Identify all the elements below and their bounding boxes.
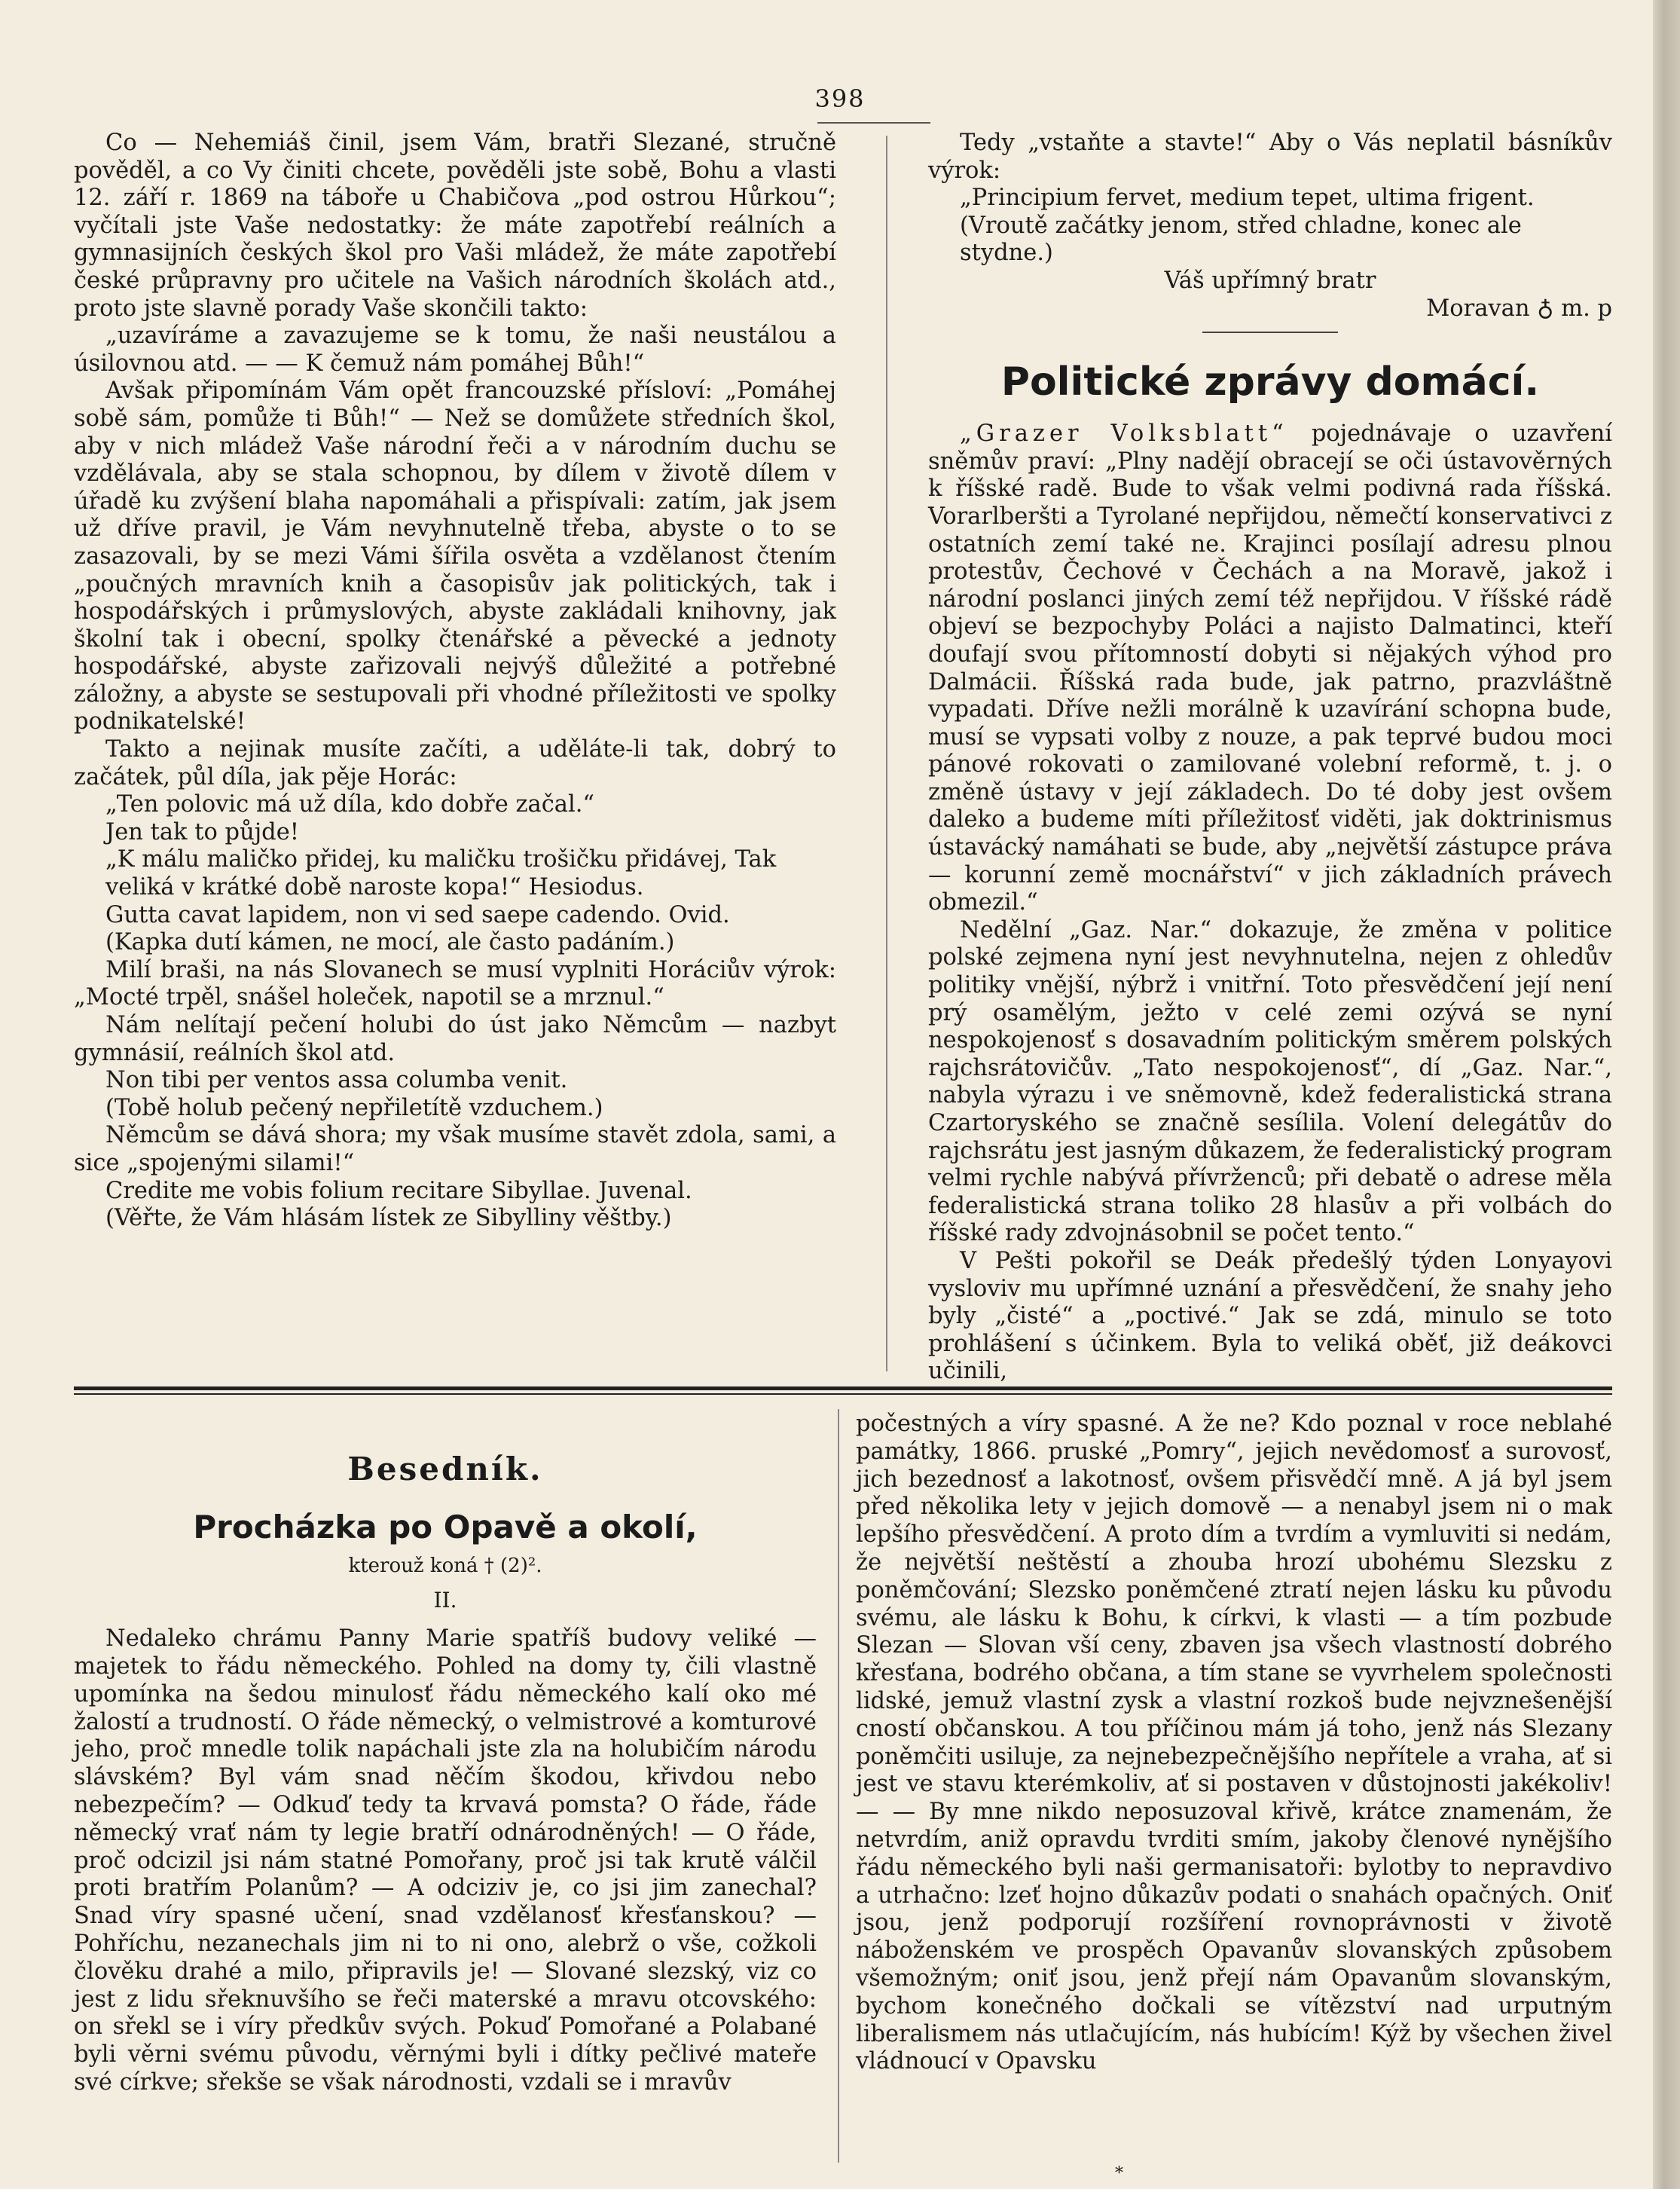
feuilleton-right-column	[856, 1411, 1612, 2076]
news-paragraph-2: Nedělní „Gaz. Nar.“ dokazuje, že změna v politice polské zejmena nyní jest nevyhnutelna, nejen z ohledův politiky vnější, nýbrž i vnitřní. Toto přesvědčení její není prý osamělým, ježto v celé zemi ozývá se nyní nespokojenosť s dosavadním politickým směrem polských rajchsrátovičův. „Tato nespokojenosť“, dí „Gaz. Nar.“, nabyla výrazu i ve sněmovně, kdež federalistická strana Czartoryského se značně sesílila. Volení delegátův do rajchsrátu jest jasným důkazem, že federalistický program velmi rychle nabývá přívrženců; při debatě o adrese měla federalistická strana toliko 28 hlasův a při volbách do říšské rady zdvojnásobnil se počet tento.“	[928, 916, 1612, 1247]
feuilleton-left-column	[74, 1411, 817, 2097]
feuilleton-paragraph-2: počestných a víry spasné. A že ne? Kdo poznal v roce neblahé památky, 1866. pruské „Pomry“, jejich nevědomosť a surovosť, jich bezednosť a lakotnosť, ovšem přisvědčí mně. A já byl jsem před několika lety v jejich domově — a nenabyl jsem ni o mak lepšího přesvědčení. A proto dím a tvrdím a vymluviti si nedám, že největší neštěstí a zhouba hrozí ubohému Slezsku z poněmčování; Slezsko poněmčené ztratí nejen lásku ku původu svému, ale lásku k Bohu, k církvi, k vlasti — a tím pozbude Slezan — Slovan vší ceny, zbaven jsa všech vlastností dobrého křesťana, bodrého občana, a tím stane se vyvrhelem společnosti lidské, jemuž vlastní zysk a vlastní rozkoš bude nejvznešenější cností občanskou. A tou příčinou mám já toho, jenž nás Slezany poněmčiti usiluje, za nejnebezpečnějšího nepřítele a vraha, ať si jest ve stavu kterémkoliv, ať si postaven v důstojnosti jakékoliv! — — By mne nikdo neposuzoval křivě, krátce znamenám, že netvrdím, aniž opravdu tvrditi smím, jakoby členové nynějšího řádu německého byli naši germanisatoři: bylotby to nepravdivo a utrhačno: lzeť hojno důkazův podati o snahách opačných. Oniť jsou, jenž podporují rozšíření rovnoprávnosti v životě náboženském ve prospěch Opavanův slovanských způsobem všemožným; oniť jsou, jenž přejí nám Opavanům slovanským, bychom konečného dočkali se vítězství nad urputným liberalismem nás utlačujícím, nás hubícím! Kýž by všechen živel vládnoucí v Opavsku	[856, 1411, 1612, 2075]
page-number: 398	[814, 84, 866, 113]
article-title: Procházka po Opavě a okolí,	[193, 1508, 698, 1545]
feuilleton-column-divider	[838, 1409, 839, 2163]
feuilleton-title: Besedník.	[347, 1451, 543, 1487]
quote-line-9: (Věřte, že Vám hlásám lístek ze Sibylliny věštby.)	[105, 1205, 672, 1232]
feuilleton-paragraph-1: Nedaleko chrámu Panny Marie spatříš budovy veliké — majetek to řádu německého. Pohled na domy ty, čili vlastně upomínka na šedou minulosť řádu německého kalí oko mé žalostí a trudností. O řáde německý, o velmistrové a komturové jeho, proč mnedle tolik napáchali jste zla na holubičím národu slávském? Byl vám snad něčím škodou, křivdou nebo nebezpečím? — Odkuď tedy ta krvavá pomsta? O řáde, řáde německý vrať nám ty legie bratří odnárodněných! — O řáde, proč odcizil jsi nám statné Pomořany, proč jsi tak krutě válčil proti bratřím Polanům? — A odciziv je, co jsi jim zanechal? Snad víry spasné učení, snad vzdělanosť křesťanskou? — Pohříchu, nezanechals jim ni to ni ono, alebrž o vše, cožkoli člověku drahé a milo, připravils je! — Slované slezský, viz co jest z lidu sřeknuvšího se řeči materské a mravu otcovského: on sřekl se i víry předkův svých. Pokuď Pomořané a Polabané byli věrni svému původu, věrnými byli i dítky pečlivé mateře své církve; sřekše se však národnosti, vzdali se i mravův	[74, 1625, 817, 2096]
article-byline: kterouž koná † (2)².	[348, 1554, 542, 1577]
newspaper-name: „Grazer Volksblatt“	[960, 420, 1288, 448]
footer-mark: *	[1115, 2164, 1123, 2183]
page-number-rule	[817, 122, 930, 124]
news-paragraph-1	[928, 420, 1612, 917]
article-part-number: II.	[433, 1588, 457, 1613]
latin-quote: „Principium fervet, medium tepet, ultima frigent.	[960, 185, 1535, 212]
column-divider	[886, 136, 887, 1371]
news-section-heading: Politické zprávy domácí.	[1000, 359, 1540, 405]
news-paragraph-1-text: pojednávaje o uzavření sněmův praví: „Plny nadějí obracejí se oči ústavověrných k říšské radě. Bude to však velmi podivná rada říšská. Vorarlberšti a Tyrolané nepřijdou, němečtí konservativci z ostatních zemí také ne. Krajinci posílají adresu plnou protestův, Čechové v Čechách a na Moravě, jakož i národní poslanci jiných zemí též nepřijdou. V říšské rádě objeví se bezpochyby Poláci a najisto Dalmatinci, kteří doufají svou přítomností dobyti si nějakých výhod pro Dalmácii. Říšská rada bude, jak patrno, prazvláštně vypadati. Dříve nežli morálně k uzavírání schopna bude, musí se vypsati volby z nouze, a pak teprvé budou moci pánové rokovati o zamilované volební reformě, t. j. o změně ústavy v její základech. Do té doby jest ovšem daleko a budeme míti příležitosť viděti, jak doktrinismus ústavácký namáhati se bude, aby „největší zástupce práva — korunní země mocnářství“ v jich základních právech obmezil.“	[928, 420, 1612, 916]
page-edge	[1653, 0, 1680, 2189]
latin-quote-translation: (Vroutě začátky jenom, střed chladne, konec ale stydne.)	[960, 212, 1522, 267]
feuilleton-separator	[74, 1386, 1612, 1395]
quote-line-6: Non tibi per ventos assa columba venit.	[105, 1067, 568, 1094]
right-paragraph-1: Tedy „vstaňte a stavte!“ Aby o Vás neplatil básníkův výrok:	[928, 130, 1612, 184]
letter-signature: Moravan ♁ m. p	[1426, 295, 1612, 322]
letter-end-rule	[1202, 332, 1338, 333]
left-paragraph-3: Avšak připomínám Vám opět francouzské přísloví: „Pomáhej sobě sám, pomůže ti Bůh!“ — Než se domůžete středních škol, aby v nich mládež Vaše národní řeči a v národním duchu se vzdělávala, aby se stala schopnou, by dílem v životě dílem v úřadě ku zvýšení blaha napomáhali a přispívali: zatím, jak jsem už dříve pravil, je Vám nevyhnutelně třeba, abyste o to se zasazovali, by se mezi Vámi šířila osvěta a vzdělanost čtením „poučných mravních knih a časopisův jak politických, tak i hospodářských i průmyslových, abyste zakládali knihovny, jak školní tak i obecní, spolky čtenářské a pěvecké a jednoty hospodářské, abyste zařizovali nejvýš důležité a potřebné záložny, a abyste se sestupovali při vhodné příležitosti ve spolky podnikatelské!	[74, 378, 836, 735]
quote-line-4: Gutta cavat lapidem, non vi sed saepe cadendo. Ovid.	[105, 901, 730, 928]
left-column	[74, 130, 836, 1233]
right-column	[928, 130, 1612, 1386]
left-paragraph-2: „uzavíráme a zavazujeme se k tomu, že naši neustálou a úsilovnou atd. — — K čemuž nám pomáhej Bůh!“	[74, 323, 836, 377]
left-paragraph-6: Nám nelítají pečení holubi do úst jako Němcům — nazbyt gymnásií, reálních škol atd.	[74, 1012, 836, 1066]
left-paragraph-4: Takto a nejinak musíte začíti, a uděláte-li tak, dobrý to začátek, půl díla, jak pěje Horác:	[74, 736, 836, 790]
quote-line-8: Credite me vobis folium recitare Sibyllae. Juvenal.	[105, 1177, 692, 1204]
quote-line-1: „Ten polovic má už díla, kdo dobře začal.“	[105, 791, 595, 818]
quote-line-5: (Kapka dutí kámen, ne mocí, ale často padáním.)	[105, 929, 675, 956]
quote-line-7: (Tobě holub pečený nepřiletítě vzduchem.)	[105, 1094, 603, 1121]
quote-line-2: Jen tak to půjde!	[105, 818, 300, 845]
left-paragraph-7: Němcům se dává shora; my však musíme stavět zdola, sami, a sice „spojenými silami!“	[74, 1122, 836, 1176]
left-paragraph-1: Co — Nehemiáš činil, jsem Vám, bratři Slezané, stručně pověděl, a co Vy činiti chcete, pověděli jste sobě, Bohu a vlasti 12. září r. 1869 na táboře u Chabičova „pod ostrou Hůrkou“; vyčítali jste Vaše nedostatky: že máte zapotřebí reálních a gymnasijních českých škol pro Vaši mládež, že máte zapotřebí české průpravny pro učitele na Vašich národních školách atd., proto jste slavně porady Vaše skončili takto:	[74, 130, 836, 322]
letter-closing: Váš upřímný bratr	[1164, 267, 1376, 294]
left-paragraph-5: Milí braši, na nás Slovanech se musí vyplniti Horáciův výrok: „Mocté trpěl, snášel holeček, napotil se a mrznul.“	[74, 956, 836, 1011]
quote-line-3: „K málu maličko přidej, ku maličku trošičku přidávej, Tak veliká v krátké době naroste kopa!“ Hesiodus.	[105, 846, 777, 901]
news-paragraph-3: V Pešti pokořil se Deák předešlý týden Lonyayovi vysloviv mu upřímné uznání a přesvědčení, že snahy jeho byly „čisté“ a „poctivé.“ Jak se zdá, minulo se toto prohlášení s účinkem. Byla to veliká oběť, již deákovci učinili,	[928, 1247, 1612, 1385]
